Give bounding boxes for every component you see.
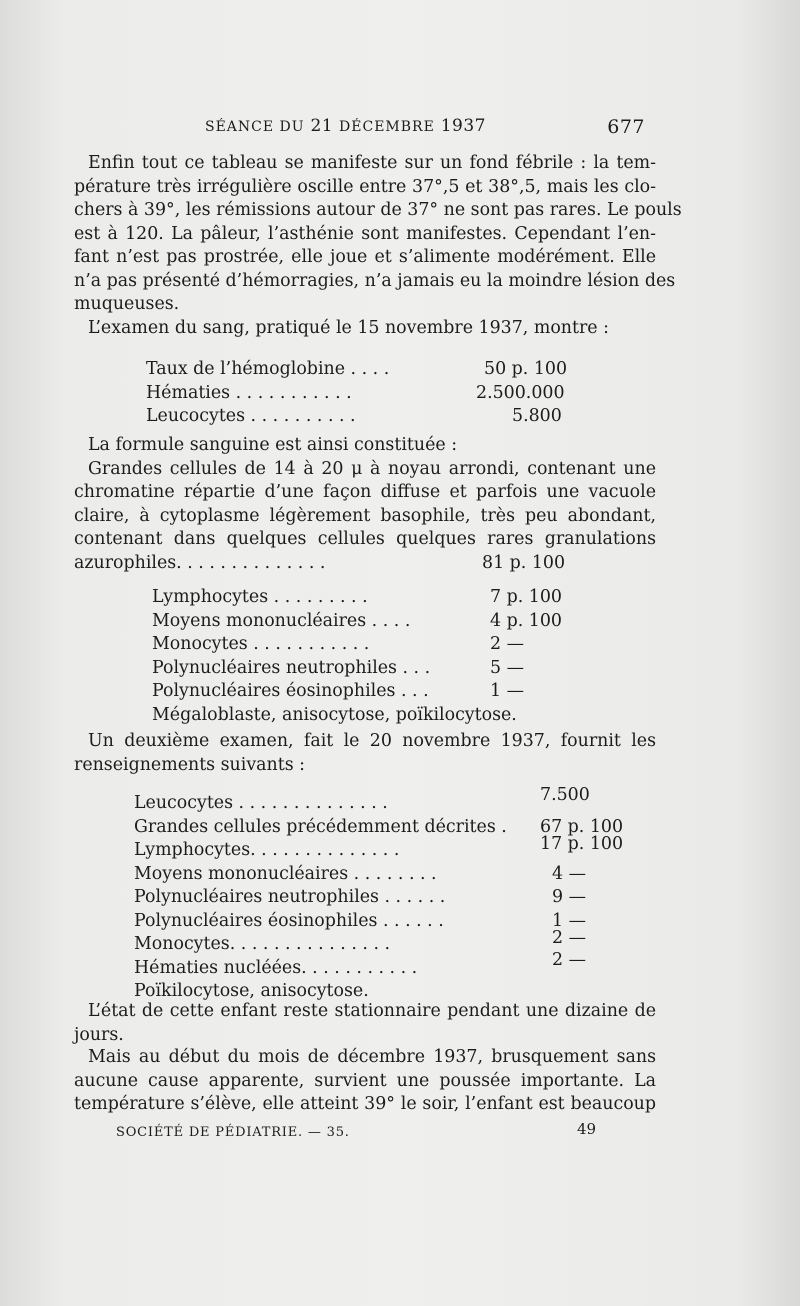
table-row <box>74 552 656 576</box>
row-label: Taux de l’hémoglobine . . . . <box>146 359 390 379</box>
header-day: 21 <box>310 116 334 136</box>
paragraph-december <box>74 1046 656 1117</box>
formula-table <box>74 586 656 727</box>
row-label: azurophiles. . . . . . . . . . . . . . <box>74 552 326 573</box>
header-month: DÉCEMBRE <box>339 119 435 135</box>
row-label: Polynucléaires neutrophiles . . . <box>152 657 431 678</box>
table-row <box>74 834 656 863</box>
row-value: 5.800 <box>512 406 562 426</box>
table-row <box>74 886 656 910</box>
exam1-table <box>74 358 656 429</box>
text-line: fant n’est pas prostrée, elle joue et s’alimente modérément. Elle <box>74 247 656 267</box>
row-label: Leucocytes . . . . . . . . . . . . . . <box>134 793 388 813</box>
table-row <box>74 358 656 382</box>
row-value: 2 — <box>552 928 586 948</box>
row-value: 81 p. 100 <box>482 552 566 573</box>
row-label: Hématies . . . . . . . . . . . <box>146 382 352 403</box>
row-value: 7.500 <box>540 785 590 805</box>
table-row <box>74 949 656 981</box>
text-line: jours. <box>74 1024 124 1045</box>
table-row <box>74 785 656 816</box>
table-row <box>74 680 656 704</box>
paragraph-fever <box>74 152 682 340</box>
formula-note: Mégaloblaste, anisocytose, poïkilocytose. <box>152 704 517 725</box>
row-label: Polynucléaires éosinophiles . . . <box>152 681 429 701</box>
table-row <box>74 586 656 610</box>
row-value: 5 — <box>490 657 524 678</box>
page-number: 677 <box>607 116 645 138</box>
text-line: aucune cause apparente, survient une poussée importante. La <box>74 1070 656 1091</box>
table-row <box>74 863 656 887</box>
row-label: Moyens mononucléaires . . . . . . . . <box>134 863 437 884</box>
row-label: Polynucléaires neutrophiles . . . . . . <box>134 887 446 907</box>
row-value: 67 p. 100 <box>540 816 624 837</box>
row-label: Hématies nucléées. . . . . . . . . . . <box>134 957 418 978</box>
row-value: 4 p. 100 <box>490 610 562 631</box>
table-row <box>74 704 656 728</box>
table-row <box>74 382 656 406</box>
row-label: Moyens mononucléaires . . . . <box>152 610 411 631</box>
row-label: Lymphocytes . . . . . . . . . <box>152 587 368 607</box>
text-line: Enfin tout ce tableau se manifeste sur un fond fébrile : la tem- <box>88 153 656 173</box>
signature-mark: SOCIÉTÉ DE PÉDIATRIE. — 35. <box>116 1125 350 1140</box>
header-seance: SÉANCE DU <box>205 119 305 135</box>
sheet-number: 49 <box>577 1120 597 1138</box>
text-line: chers à 39°, les rémissions autour de 37° ne sont pas rares. Le pouls <box>74 200 682 220</box>
row-label: Monocytes. . . . . . . . . . . . . . . <box>134 934 391 954</box>
row-label: Polynucléaires éosinophiles . . . . . . <box>134 910 444 931</box>
row-label: Grandes cellules précédemment décrites . <box>134 816 507 837</box>
text-line: chromatine répartie d’une façon diffuse et parfois une vacuole <box>74 482 656 502</box>
text-line: renseignements suivants : <box>74 754 306 775</box>
table-row <box>74 405 656 429</box>
row-value: 2 — <box>490 634 524 654</box>
text-line: Grandes cellules de 14 à 20 μ à noyau arrondi, contenant une <box>88 458 656 479</box>
exam2-intro <box>74 730 656 777</box>
row-value: 1 — <box>552 910 586 931</box>
text-line: contenant dans quelques cellules quelques rares granulations <box>74 529 656 549</box>
text-line: L’état de cette enfant reste stationnaire pendant une dizaine de <box>88 1001 656 1021</box>
running-head <box>205 116 645 136</box>
row-value: 7 p. 100 <box>490 587 562 607</box>
text-line: pérature très irrégulière oscille entre 37°,5 et 38°,5, mais les clo- <box>74 176 656 197</box>
formula-intro: La formule sanguine est ainsi constituée : <box>88 435 458 455</box>
exam2-table <box>74 785 656 1004</box>
table-row <box>74 633 656 657</box>
text-line: n’a pas présenté d’hémorragies, n’a jamais eu la moindre lésion des <box>74 270 676 291</box>
text-line: température s’élève, elle atteint 39° le soir, l’enfant est beaucoup <box>74 1094 656 1114</box>
row-value: 17 p. 100 <box>540 834 624 854</box>
table-row <box>74 657 656 681</box>
row-label: Lymphocytes. . . . . . . . . . . . . . <box>134 840 400 860</box>
exam1-intro: L’examen du sang, pratiqué le 15 novembre 1937, montre : <box>88 317 609 338</box>
table-row <box>74 610 656 634</box>
header-year: 1937 <box>440 116 486 136</box>
exam2-note: Poïkilocytose, anisocytose. <box>134 981 369 1001</box>
row-value: 50 p. 100 <box>484 359 568 379</box>
row-value: 2 — <box>552 949 586 970</box>
row-label: Leucocytes . . . . . . . . . . <box>146 406 356 426</box>
row-label: Monocytes . . . . . . . . . . . <box>152 634 370 654</box>
paragraph-state <box>74 1000 656 1047</box>
row-value: 1 — <box>490 681 524 701</box>
row-value: 9 — <box>552 887 586 907</box>
text-line: muqueuses. <box>74 294 180 314</box>
text-line: claire, à cytoplasme légèrement basophile, très peu abondant, <box>74 505 656 526</box>
row-value: 2.500.000 <box>476 382 565 403</box>
text-line: est à 120. La pâleur, l’asthénie sont manifestes. Cependant l’en- <box>74 223 656 244</box>
row-value: 4 — <box>552 863 586 884</box>
formula-section <box>74 434 656 575</box>
text-line: Un deuxième examen, fait le 20 novembre 1937, fournit les <box>88 731 656 751</box>
text-line: Mais au début du mois de décembre 1937, brusquement sans <box>88 1047 656 1067</box>
